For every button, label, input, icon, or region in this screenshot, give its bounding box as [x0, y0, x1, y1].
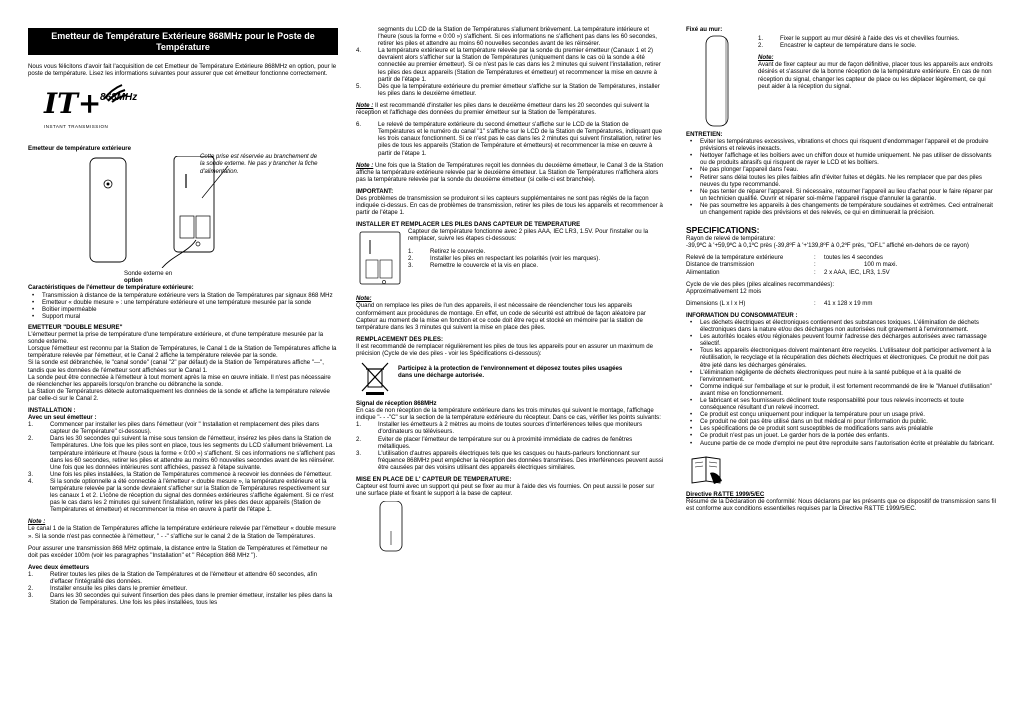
dual-heading: EMETTEUR "DOUBLE MESURE"	[28, 323, 123, 331]
it-plus-logo	[44, 85, 154, 137]
mount-heading: MISE EN PLACE DE L' CAPTEUR DE TEMPERATURE:	[356, 476, 512, 484]
single-steps-list	[28, 421, 338, 513]
logo-caption: INSTANT TRANSMISSION	[44, 124, 109, 130]
column-3	[686, 26, 996, 512]
list-item: 1. Commencer par installer les piles dans l'émetteur (voir " Installation et remplacement des piles dans capteur de Température" ci-dessous).	[28, 421, 320, 436]
list-item: • Nettoyer l'affichage et les boîtiers avec un chiffon doux et humide uniquement. Ne pas utiliser de dissolvants ou de produits abrasifs qui risquent de rayer le LCD et les boîtiers.	[690, 152, 992, 167]
wall-stand-drawing	[376, 501, 436, 555]
list-item: 2. Eviter de placer l'émetteur de température sur ou à proximité immédiate de cadres de fenêtres métalliques.	[356, 435, 633, 450]
rtte-text: Résumé de la Déclaration de conformité: Nous déclarons par les présents que ce dispositif de transmission sans fil est conforme aux conditions essentielles requises par la Directive R&TTE 1999/5/EC.	[686, 497, 996, 512]
list-item: • Le fabricant et ses fournisseurs déclinent toute responsabilité pour tous relevés incorrects et toute conséquence résultant d'un relevé incorrect.	[690, 397, 964, 412]
care-heading: ENTRETIEN:	[686, 131, 723, 138]
list-item: • Support mural	[32, 312, 81, 320]
crossed-bin-icon	[360, 361, 390, 395]
note-label: Note :	[28, 518, 46, 526]
list-item: • Eviter les températures excessives, vibrations et chocs qui risquent d'endommager l'appareil et de produire prévisions et relevés inexacts.	[690, 138, 989, 153]
list-item: 1. Retirer toutes les piles de la Station de Températures et de l'émetteur et attendre 60 secondes, afin d'effacer l'intégralité des données.	[28, 570, 317, 586]
socket-callout: Cette prise est réservée au branchement de la sonde externe. Ne pas y brancher la fiche d'alimentation.	[200, 154, 318, 175]
manual-hand-icon	[690, 455, 724, 485]
wall-note-label: Note:	[758, 54, 774, 62]
battery-compartment-drawing	[358, 230, 402, 288]
logo-main-text: IT+	[44, 87, 102, 121]
list-item: 2. Dans les 30 secondes qui suivent la mise sous tension de l'émetteur, insérez les piles dans la Station de Températures. Une fois que les piles sont en place, tous les segments du LCD s'allument brièvement. La température intérieure et l'heure (sous la forme « 0:00 ») s'affichent. Si ces informations ne s'affichent pas dans les 60 secondes, retirer les piles et attendre au moins 60 nouvelles secondes avant de les réinsérer. Une fois que les données intérieures sont affichées, passez à l'étape suivante.	[28, 435, 336, 471]
page-title: Emetteur de Température Extérieure 868MHz pour le Poste de Température	[28, 28, 338, 55]
signal-text: En cas de non réception de la température extérieure dans les trois minutes qui suivent le montage, l'affichage indique "- - -"C" sur la section de la température extérieure du récepteur. Dans ce cas, vérifier les points suivants:	[356, 407, 661, 422]
list-item: • Boîtier imperméable	[32, 305, 97, 313]
list-item: • L'élimination négligente de déchets électroniques peut nuire à la santé publique et à la qualité de l'environnement.	[690, 368, 962, 383]
step-6: 6. Le relevé de température extérieure du second émetteur s'affiche sur le LCD de la Station de Températures et le numéro du canal "1" s'affiche sur le LCD de la Station de Températures, indiquant que les trois canaux fonctionnent. Si ce n'est pas le cas dans les 2 minutes qui suivent l'installation, retirer les piles de tous les appareils (Station de Température et émetteurs) et recommencer la mise en œuvre à partir de l'étape 1.	[356, 121, 663, 157]
signal-steps-list	[356, 421, 666, 471]
list-item: 1. Installer les émetteurs à 2 mètres au moins de toutes sources d'interférences telles que moniteurs d'ordinateurs ou téléviseurs.	[356, 421, 643, 436]
features-heading: Caractéristiques de l'émetteur de température extérieure:	[28, 284, 194, 292]
important-heading: IMPORTANT:	[356, 187, 394, 195]
sensor-heading: Emetteur de température extérieure	[28, 145, 131, 153]
spec-row: Alimentation : 2 x AAA, IEC, LR3, 1.5V	[686, 268, 890, 276]
wall-section	[686, 26, 996, 126]
dual-text: L'émetteur permet la prise de température d'une température extérieure, et d'une température mesurée par la sonde externe. Lorsque l'émetteur est reconnu par la Station de Températures, le Canal 1 de la Station de Températures affiche la température relevée par l'émetteur, et le Canal 2 affiche la température relevée par la sonde. Si la sonde est débranchée, le "canal sonde" (canal "2" par défaut) de la Station de Températures affiche "---", tandis que les données de l'émetteur sont affichées sur le Canal 1. La sonde peut être connectée à l'émetteur à tout moment après la mise en œuvre initiale. Il n'est pas nécessaire de réenclencher les appareils lorsqu'on branche ou débranche la sonde. La Station de Températures détecte automatiquement les données de la sonde et affiche la température relevée par celle-ci sur le Canal 2.	[28, 331, 337, 402]
steps-a-list	[356, 47, 666, 97]
mount-text: Capteur est fourni avec un support qui peut se fixer au mur à l'aide des vis fournies. On peut aussi le poser sur une surface plate et fixant le support à la base de capteur.	[356, 483, 655, 498]
specs-range: -39,9ºC à '+59,9ºC à 0,1ºC près (-39,8ºF à '+'139,8ºF à 0,2ºF près, "OF.L" affiché en-dehors de ce rayon)	[686, 242, 969, 250]
important-text: Des problèmes de transmission se produiront si les capteurs supplémentaires ne sont pas réglés de la façon indiquée ci-dessus. En cas de problèmes de transmission, retirer les piles de tous les appareils et recommencer à partir de l'étape 1.	[356, 194, 663, 217]
list-item: • Aucune partie de ce mode d'emploi ne peut être reproduite sans l'autorisation écrite et préalable du fabricant.	[690, 439, 995, 447]
list-item: 3. Remettre le couvercle et la vis en place.	[408, 261, 539, 269]
list-item: 2. Installer les piles en respectant les polarités (voir les marques).	[408, 254, 601, 262]
list-item: • Ce produit est conçu uniquement pour indiquer la température pour un usage privé.	[690, 411, 925, 419]
note-2: Note : Une fois que la Station de Températures reçoit les données du deuxième émetteur, le Canal 3 de la Station affiche la température extérieure relevée par le deuxième émetteur. La Station de Températures n'affichera alors pas la température relevée par la sonde du deuxième émetteur (si celle-ci est branchée).	[356, 161, 664, 183]
list-item: • Transmission à distance de la température extérieure vers la Station de Températures par signaux 868 MHz	[32, 291, 333, 299]
features-list	[28, 292, 338, 320]
list-item: 3. Une fois les piles installées, la Station de Températures commence à recevoir les données de l'émetteur.	[28, 470, 332, 478]
install-heading: INSTALLATION :	[28, 406, 76, 414]
list-item: • Emetteur « double mesure » : une température extérieure et une température mesurée par la sonde	[32, 298, 312, 306]
list-item: 4. La température extérieure et la température relevée par la sonde du premier émetteur (Canaux 1 et 2) devraient alors s'afficher sur la Station de Températures (uniquement dans le cas où la sonde a été connectée au premier émetteur). Si ce n'est pas le cas dans les 2 minutes qui suivent l'installation, retirer les piles des deux appareils (Station de Températures et émetteur) et recommencer la mise en œuvre à partir de l'étape 1.	[356, 47, 661, 83]
spec-row: Distance de transmission : 100 m maxi.	[686, 261, 898, 269]
list-item: 3. Dans les 30 secondes qui suivent l'insertion des piles dans le premier émetteur, installer les piles dans la Station de Températures. Une fois les piles installées, tous les	[28, 592, 333, 607]
wall-mount-drawing	[700, 34, 734, 130]
list-item: 5. Dès que la température extérieure du premier émetteur s'affiche sur la Station de Températures, installer les piles dans le deuxième émetteur.	[356, 82, 660, 97]
probe-label-line-2: option	[124, 277, 143, 285]
replace-heading: REMPLACEMENT DES PILES:	[356, 335, 444, 343]
note-3-text: Quand on remplace les piles de l'un des appareils, il est nécessaire de réenclencher tous les appareils conformément aux procédures de montage. En effet, un code de sécurité est attribué de façon aléatoire par Capteur au moment de la mise en fonction et ce code doit être reçu et stocké en mémoire par la station de température dans les 3 minutes qui suivent la mise en place des piles.	[356, 302, 646, 331]
list-item: 1. Fixer le support au mur désiré à l'aide des vis et chevilles fournies.	[758, 35, 960, 43]
list-item: • Ne pas tenter de réparer l'appareil. Si nécessaire, retourner l'appareil au lieu d'achat pour le faire réparer par un technicien qualifié. Ouvrir et réparer soi-même l'appareil risque d'annuler la garantie.	[690, 187, 993, 202]
list-item: 2. Installer ensuite les piles dans le premier émetteur.	[28, 585, 188, 593]
continued-text: segments du LCD de la Station de Températures s'allument brièvement. La température intérieure et l'heure (sous la forme « 0:00 ») s'affichent. Si ces informations ne s'affichent pas dans les 60 secondes, retirer les piles et attendre au moins 60 nouvelles secondes avant de les réinsérer.	[378, 26, 657, 48]
list-item: • Ce produit n'est pas un jouet. Le garder hors de la portée des enfants.	[690, 432, 890, 440]
probe-label	[124, 270, 338, 284]
recycle-block	[356, 361, 666, 395]
spec-table	[686, 254, 996, 275]
list-item: • Les spécifications de ce produit sont susceptibles de modifications sans avis préalable	[690, 425, 934, 433]
note-1: Note : Il est recommandé d'installer les piles dans le deuxième émetteur dans les 20 secondes qui suivent la réception et l'affichage des données du premier émetteur sur la Station de Températures.	[356, 101, 650, 117]
list-item: • Ne pas soumettre les appareils à des changements de température soudaines et extrêmes. Ceci entraînerait un changement rapide des prévisions et des relevés, ce qui en diminuerait la précision.	[690, 201, 993, 217]
list-item: 4. Si la sonde optionnelle a été connectée à l'émetteur « double mesure », la température extérieure et la température relevée par la sonde devraient s'afficher sur la Station de Températures respectivement sur les canaux 1 et 2. L'icône de réception du signal des données extérieures s'affiche également. Si ce n'est pas le cas dans les 2 minutes qui suivent l'installation, retirer les piles des deux appareils (Station de Températures et émetteur) et recommencer la mise en œuvre à partir de l'étape 1.	[28, 477, 334, 514]
wall-heading: Fixé au mur:	[686, 26, 723, 33]
two-steps-list	[28, 571, 338, 606]
single-heading: Avec un seul émetteur :	[28, 414, 97, 422]
specs-heading: SPECIFICATIONS:	[686, 225, 760, 236]
list-item: • Ne pas plonger l'appareil dans l'eau.	[690, 166, 799, 174]
column-2	[356, 26, 666, 555]
signal-heading: Signal de réception 868MHz	[356, 400, 437, 408]
list-item: • Retirer sans délai toutes les piles faibles afin d'éviter fuites et dégâts. Ne les remplacer que par des piles neuves du type recommandé.	[690, 173, 982, 188]
spec-row: Relevé de la température extérieure : toutes les 4 secondes	[686, 254, 883, 262]
battery-life: Approximativement 12 mois	[686, 287, 762, 295]
battery-intro: Capteur de température fonctionne avec 2 piles AAA, IEC LR3, 1.5V. Pour l'installer ou la remplacer, suivre les étapes ci-dessous:	[408, 228, 649, 243]
column-1	[28, 28, 338, 606]
battery-section	[356, 228, 666, 290]
two-transmitters-heading: Avec deux émetteurs	[28, 563, 90, 571]
wall-note-text: Avant de fixer capteur au mur de façon définitive, placer tous les appareils aux endroits désirés et s'assurer de la bonne réception de la température extérieure. En cas de non réception du signal, changer les capteur de place ou les déplacer légèrement, ce qui peut aider à la réception du signal.	[758, 61, 993, 90]
list-item: • Comme indiqué sur l'emballage et sur le produit, il est fortement recommandé de lire le "Manuel d'utilisation" avant mise en fonctionnement.	[690, 382, 992, 397]
list-item: • Ce produit ne doit pas être utilisé dans un but médical ni pour l'information du public.	[690, 418, 928, 426]
intro-paragraph: Nous vous félicitons d'avoir fait l'acquisition de cet Emetteur de Température Extérieure 868MHz en option, pour le poste de température. Lisez les informations suivantes pour assurer que cet émetteur fonctionne correctement.	[28, 63, 337, 78]
list-item: 2. Encastrer le capteur de température dans le socle.	[758, 42, 917, 50]
sensor-illustration	[28, 156, 338, 268]
battery-life-label: Cycle de vie des piles (piles alcalines recommandées):	[686, 280, 835, 288]
replace-text: Il est recommandé de remplacer régulièrement les piles de tous les appareils pour en assurer un maximum de précision (Cycle de vie des piles - voir les Spécifications ci-dessous):	[356, 342, 654, 357]
dimensions-row: Dimensions (L x l x H) : 41 x 128 x 19 mm	[686, 299, 873, 307]
rtte-heading: Directive R&TTE 1999/5/EC	[686, 490, 765, 498]
list-item: 1. Retirez le couvercle.	[408, 247, 486, 255]
battery-heading: INSTALLER ET REMPLACER LES PILES DANS CAPTEUR DE TEMPERATURE	[356, 221, 581, 229]
signal-waves-icon	[100, 81, 130, 103]
consumer-heading: INFORMATION DU CONSOMMATEUR :	[686, 311, 798, 319]
recycle-text: Participez à la protection de l'environnement et déposez toutes piles usagées dans une décharge autorisée.	[398, 365, 623, 380]
consumer-list	[686, 319, 996, 447]
list-item: • Les déchets électriques et électroniques contiennent des substances toxiques. L'élimination de déchets électroniques dans la nature et/ou des décharges non autorisées nuit gravement à l'environnement.	[690, 318, 979, 334]
care-list	[686, 138, 996, 216]
note-3-label: Note:	[356, 295, 372, 303]
list-item: 3. L'utilisation d'autres appareils électriques tels que les casques ou hauts-parleurs fonctionnant sur fréquence 868MHz peut empêcher la réception des données transmises. Des interférences peuvent aussi être causées par des voisins utilisant des appareils électriques similaires.	[356, 449, 664, 471]
list-item: • Tous les appareils électroniques doivent maintenant être recyclés. L'utilisateur doit participer activement à la réutilisation, le recyclage et la récupération des déchets électriques et électroniques. Ce produit ne doit pas être jeté dans les décharges générales.	[690, 347, 992, 369]
range-text: Pour assurer une transmission 868 MHz optimale, la distance entre la Station de Températures et l'émetteur ne doit pas excéder 100m (voir les paragraphes "Installation" et " Réception 868 MHz ").	[28, 544, 328, 559]
note-text: Le canal 1 de la Station de Températures affiche la température extérieure relevée par l'émetteur « double mesure ». Si la sonde n'est pas connectée à l'émetteur, " - -" s'affiche sur le canal 2 de la Station de Températures.	[28, 525, 336, 540]
logo-frequency-text: 868MHz	[100, 92, 138, 104]
list-item: • Les autorités locales et/ou régionales peuvent fournir l'adresse des décharges autorisées avec ramassage sélectif.	[690, 333, 987, 348]
probe-label-line-1: Sonde externe en	[124, 270, 173, 278]
specs-range-label: Rayon de relevé de température:	[686, 235, 776, 243]
